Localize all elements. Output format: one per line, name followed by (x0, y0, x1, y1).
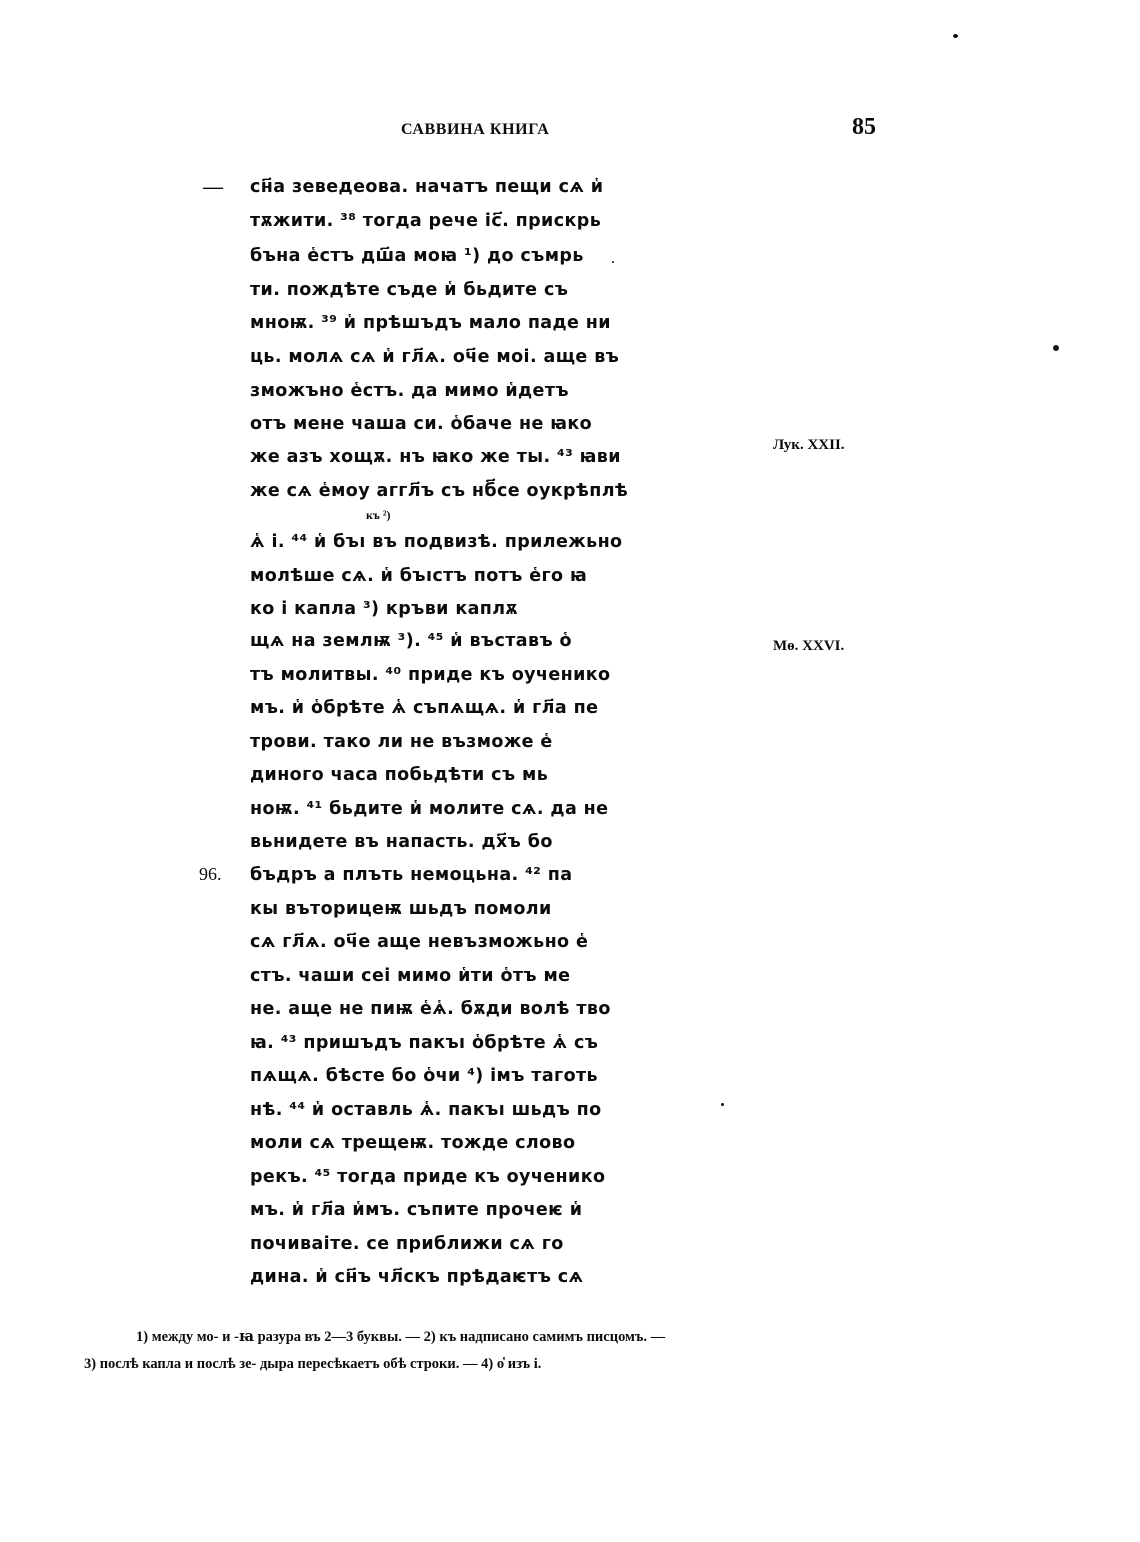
text-line: не. аще не пиѭ е҅ѧ҅. бѫди волѣ тво (250, 999, 611, 1019)
text-line: зможъно е҅стъ. да мимо и҅детъ (250, 381, 569, 401)
text-line: вьнидете въ напасть. дх҃ъ бо (250, 832, 553, 852)
text-line: молѣше сѧ. и҅ бъıстъ потъ е҅го ꙗ (250, 566, 588, 586)
text-line: ноѭ. ⁴¹ бьдите и҅ молите сѧ. да не (250, 799, 609, 819)
text-line: мъ. и҅ о҅брѣте ѧ҅ съпѧщѧ. и҅ гл҃а пе (250, 698, 599, 718)
text-line: стъ. чаши сеі мимо и҅ти о҅тъ ме (250, 966, 571, 986)
text-line: пѧщѧ. бѣсте бо о҅чи ⁴) імъ таготь (250, 1066, 599, 1086)
lead-dash: — (203, 176, 223, 198)
text-line: щѧ на землѭ ³). ⁴⁵ и҅ въставъ о҅ (250, 631, 572, 651)
text-line: же азъ хощѫ. нъ ꙗко же ты. ⁴³ ꙗви (250, 447, 621, 467)
interlinear-note: къ ²) (366, 508, 391, 522)
text-line: бъдръ а плъть немоцьна. ⁴² па (250, 865, 573, 885)
text-line: трови. тако ли не възможе е҅ (250, 732, 553, 752)
text-line: рекъ. ⁴⁵ тогда приде къ оученико (250, 1167, 606, 1187)
text-line: моли сѧ трeщеѭ. тожде слово (250, 1133, 576, 1153)
text-line: ти. пождѣте съде и҅ бьдите съ (250, 280, 569, 300)
text-line: ць. молѧ сѧ и҅ гл҃ѧ. оч҃е мoi. аще въ (250, 347, 620, 367)
text-line: кы въторицеѭ шьдъ помоли (250, 899, 552, 919)
folio-marker: 96. (199, 864, 222, 884)
scan-speck (1053, 345, 1059, 351)
text-line: почиваіте. се приближи сѧ го (250, 1234, 564, 1254)
text-line: нѣ. ⁴⁴ и҅ оставль ѧ҅. пакъı шьдъ по (250, 1100, 602, 1120)
text-line: мноѭ. ³⁹ и҅ прѣшъдъ мало паде ни (250, 313, 611, 333)
text-line: отъ мене чаша си. о҅бачe не ꙗко (250, 414, 593, 434)
text-line: же сѧ е҅моу аггл҃ъ съ нб҃се оукрѣплѣ (250, 481, 629, 501)
text-line: бъна е҅стъ дш҃а моꙗ ¹) до съмрь (250, 246, 584, 266)
footnote-line-2: 3) послѣ капла и послѣ зе- дыра пересѣкаетъ обѣ строки. — 4) о҅ изъ і. (84, 1356, 542, 1372)
text-line: сн҃а зеведеова. начатъ пещи сѧ и҅ (250, 177, 604, 197)
running-header-title: САВВИНА КНИГА (401, 121, 550, 138)
page-number: 85 (852, 114, 876, 140)
marginal-reference-luke: Лук. XXII. (773, 437, 845, 453)
scan-speck (721, 1103, 724, 1106)
text-line: ꙗ. ⁴³ пришъдъ пакъı о҅брѣте ѧ҅ съ (250, 1033, 599, 1053)
text-line: мъ. и҅ гл҃а и҅мъ. съпите прочеѥ и҅ (250, 1200, 583, 1220)
text-line: ѧ҅ і. ⁴⁴ и҅ бъı въ подвизѣ. прилежьно (250, 532, 623, 552)
scan-speck (953, 34, 958, 38)
scan-speck (612, 261, 614, 263)
text-line: диного часа побьдѣти съ мь (250, 765, 549, 785)
text-line: ко і капла ³) кръви каплѫ (250, 599, 518, 619)
footnote-line-1: 1) между мо- и -ꙗ разура въ 2—3 буквы. — 2) къ надписано самимъ писцомъ. — (136, 1329, 666, 1345)
text-line: сѧ гл҃ѧ. оч҃е аще невъзможьно е҅ (250, 932, 589, 952)
marginal-reference-matthew: Мѳ. XXVI. (773, 638, 845, 654)
text-line: тѫжити. ³⁸ тогда рече іс҃. прискрь (250, 211, 602, 231)
text-line: дина. и҅ сн҃ъ чл҃скъ прѣдаѥтъ сѧ (250, 1267, 584, 1287)
text-line: тъ молитвы. ⁴⁰ приде къ оученико (250, 665, 611, 685)
